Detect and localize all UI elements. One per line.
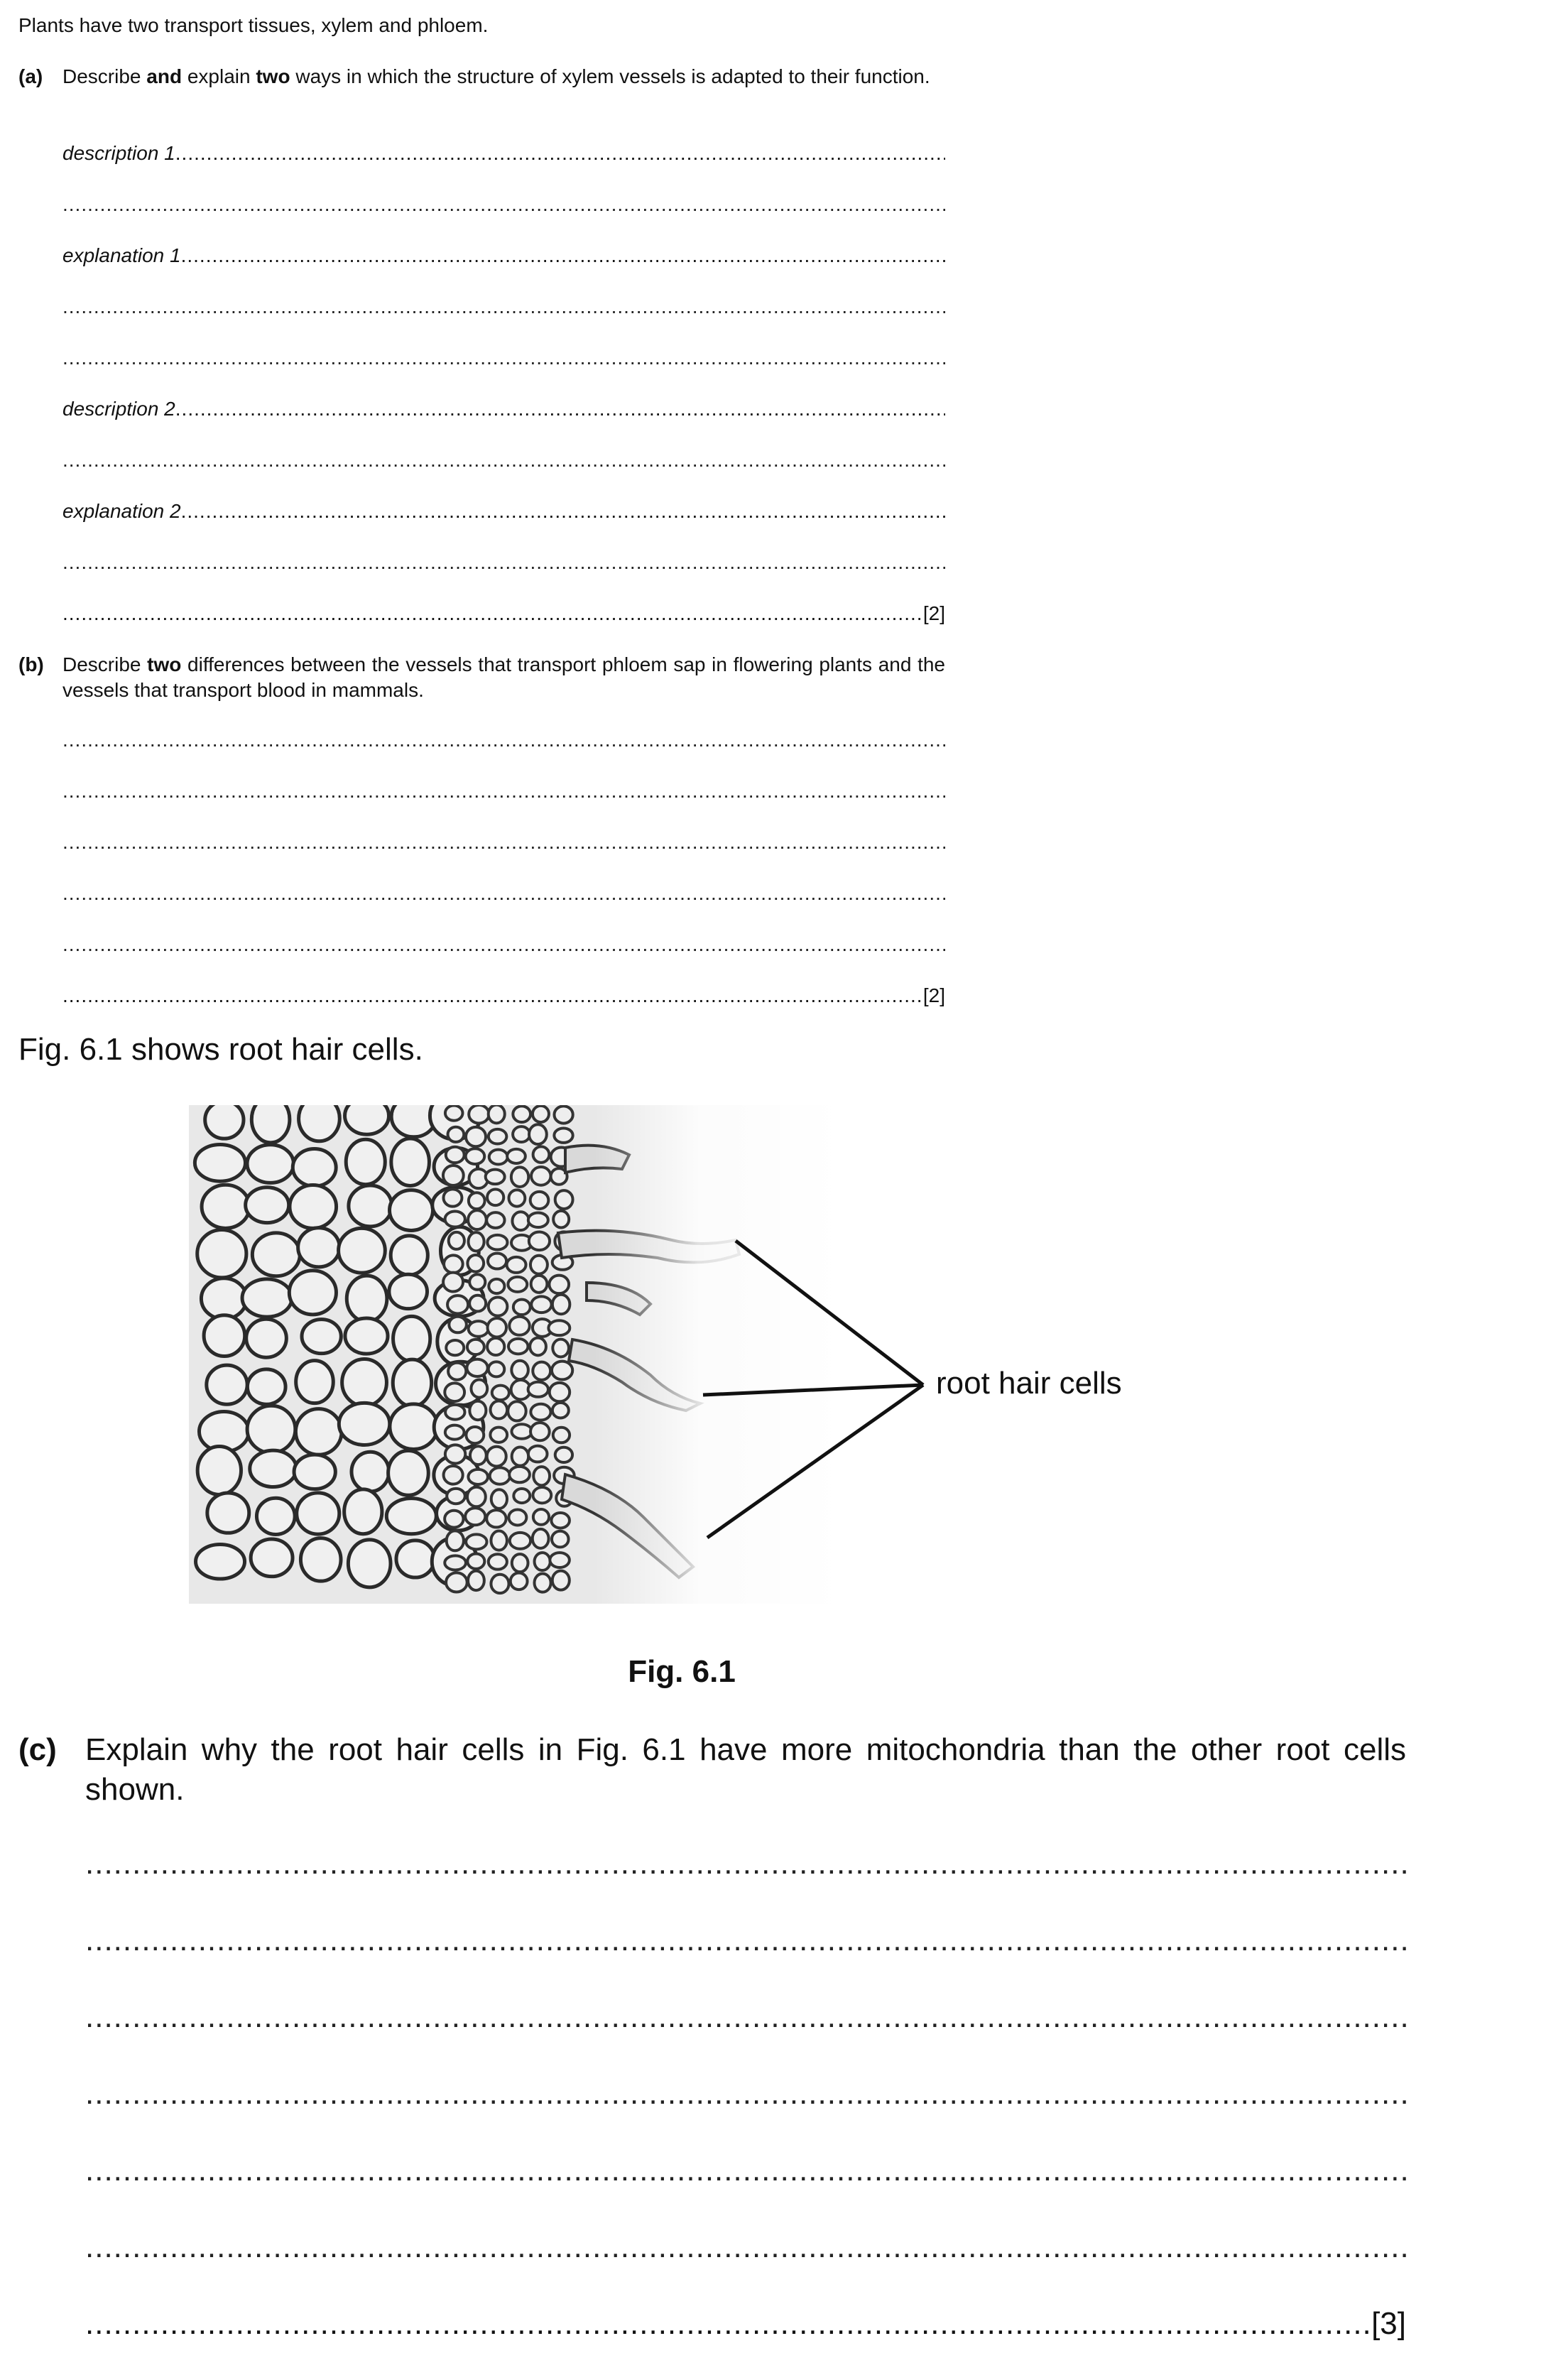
part-b-label: (b)	[18, 653, 44, 675]
answer-line[interactable]	[85, 1844, 1406, 1884]
part-a-question: Describe and explain two ways in which the structure of xylem vessels is adapted to their function.	[62, 65, 930, 87]
answer-line[interactable]	[85, 1997, 1406, 2037]
part-a-marks: [2]	[922, 602, 945, 624]
explanation-2-label: explanation 2	[62, 500, 181, 522]
explanation-1-label: explanation 1	[62, 244, 181, 266]
part-b-question: Describe two differences between the vessels that transport phloem sap in flowering plants and the vessels that transport blood in mammals.	[62, 653, 946, 701]
description-2-label: description 2	[62, 398, 175, 420]
root-hair-label: root hair cells	[936, 1366, 1122, 1401]
part-b-marks: [2]	[922, 984, 945, 1006]
part-c-question: Explain why the root hair cells in Fig. 6.1 have more mitochondria than the other root cells shown.	[85, 1732, 1406, 1807]
part-c-marks: [3]	[1371, 2306, 1406, 2341]
answer-line[interactable]	[85, 1920, 1406, 1960]
description-1-label: description 1	[62, 142, 175, 164]
answer-line[interactable]	[85, 2227, 1406, 2267]
answer-line[interactable]	[85, 2151, 1406, 2190]
part-c-label: (c)	[18, 1732, 57, 1767]
answer-line[interactable]	[85, 2074, 1406, 2114]
figure-caption: Fig. 6.1	[628, 1654, 736, 1689]
figure-intro: Fig. 6.1 shows root hair cells.	[18, 1032, 423, 1067]
part-a-label: (a)	[18, 65, 43, 87]
answer-line-final[interactable]	[85, 2304, 1406, 2344]
intro-text: Plants have two transport tissues, xylem and phloem.	[18, 14, 489, 36]
